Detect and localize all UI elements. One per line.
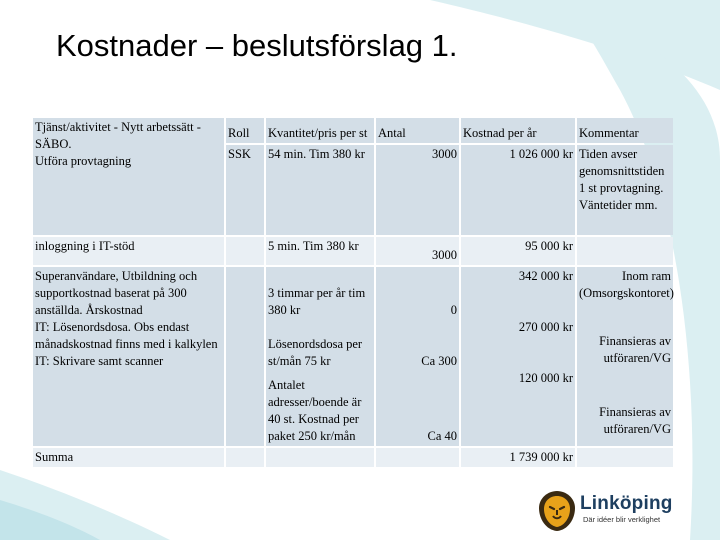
cell-count-password: Ca 300 (421, 354, 457, 368)
header-comment: Kommentar (577, 118, 673, 143)
table-row (33, 118, 673, 143)
cell-annual-cost-group (461, 267, 575, 446)
header-role: Roll (226, 118, 264, 143)
cell-service: Summa (33, 448, 224, 467)
cell-role: SSK (226, 145, 264, 235)
cell-count: 3000 (376, 237, 459, 265)
cost-table (31, 116, 674, 464)
cell-count (376, 448, 459, 467)
cell-qty-price-printer: Antalet adresser/boende är 40 st. Kostnad per paket 250 kr/mån (268, 378, 362, 443)
cell-annual-cost: 1 026 000 kr (461, 145, 575, 235)
cell-qty-price-support: 3 timmar per år tim 380 kr (268, 286, 366, 317)
cell-service: Superanvändare, Utbildning och supportkostnad baserat på 300 anställda. Årskostnad IT: Lösenordsdosa. Obs endast månadskostnad finns med i kalkylen IT: Skrivare samt scanner (33, 267, 224, 446)
cell-qty-price (266, 448, 374, 467)
cell-service: inloggning i IT-stöd (33, 237, 224, 265)
cell-annual-cost-printer: 120 000 kr (518, 371, 573, 385)
cell-annual-cost-support: 342 000 kr (518, 269, 573, 283)
linkoping-logo (536, 489, 696, 533)
cell-role (226, 237, 264, 265)
cell-qty-price-password: Lösenordsdosa per st/mån 75 kr (268, 337, 363, 368)
logo-tagline: Där idéer blir verklighet (583, 515, 661, 524)
header-qty-price: Kvantitet/pris per st (266, 118, 374, 143)
header-service: Tjänst/aktivitet - Nytt arbetssätt - SÄBO. Utföra provtagning (33, 118, 224, 235)
table-row (33, 237, 673, 265)
header-annual-cost: Kostnad per år (461, 118, 575, 143)
slide-title: Kostnader – beslutsförslag 1. (56, 28, 458, 63)
table-row (33, 267, 673, 446)
cell-comment (577, 448, 673, 467)
cell-annual-cost: 1 739 000 kr (461, 448, 575, 467)
cell-comment-printer: Finansieras av utföraren/VG (599, 405, 671, 436)
cell-comment-support: Inom ram (Omsorgskontoret) (579, 269, 674, 300)
cell-annual-cost-password: 270 000 kr (518, 320, 573, 334)
cell-count-support: 0 (450, 303, 457, 317)
cell-comment-password: Finansieras av utföraren/VG (599, 334, 671, 365)
cell-annual-cost: 95 000 kr (461, 237, 575, 265)
cell-qty-price: 5 min. Tim 380 kr (266, 237, 374, 265)
cell-count: 3000 (376, 145, 459, 235)
cell-comment-group (577, 267, 673, 446)
cell-qty-price: 54 min. Tim 380 kr (266, 145, 374, 235)
cell-role (226, 267, 264, 446)
lion-icon (536, 489, 578, 533)
cell-comment: Tiden avser genomsnittstiden 1 st provtagning. Väntetider mm. (577, 145, 673, 235)
cell-qty-price-group (266, 267, 374, 446)
table-row (33, 448, 673, 467)
cell-count-group (376, 267, 459, 446)
cell-role (226, 448, 264, 467)
cell-count-printer: Ca 40 (427, 429, 457, 443)
logo-name: Linköping (580, 493, 673, 514)
cell-comment (577, 237, 673, 265)
header-count: Antal (376, 118, 459, 143)
